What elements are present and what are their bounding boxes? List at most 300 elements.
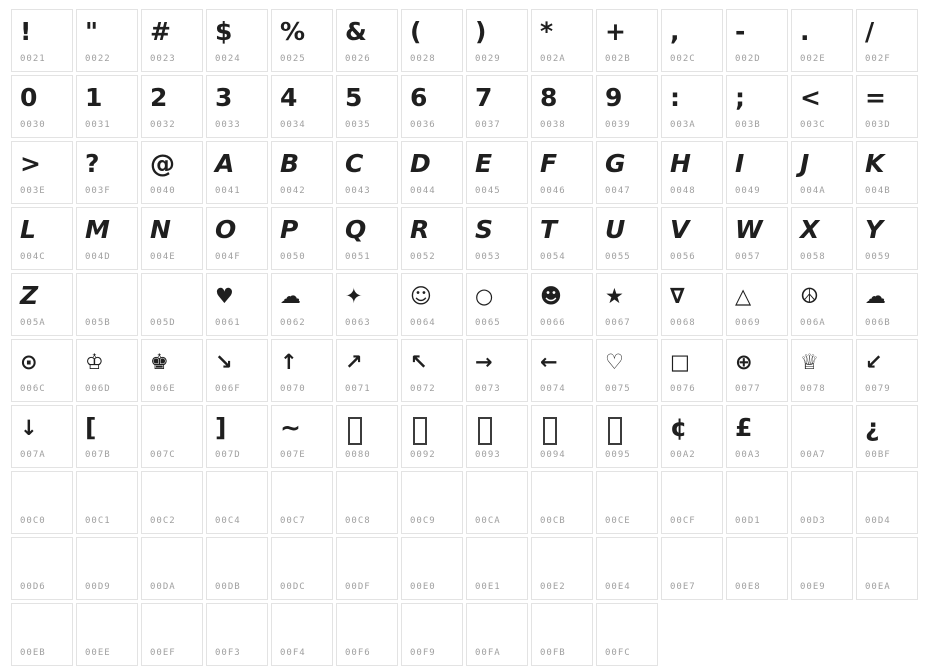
glyph-cell-00DF [336, 537, 398, 600]
glyph-cell-00FC [596, 603, 658, 666]
code-label: 00F4 [280, 648, 306, 658]
glyph-cell-0066 [531, 273, 593, 336]
glyph-cell-006F [206, 339, 268, 402]
glyph-cell-00EB [11, 603, 73, 666]
code-label: 003F [85, 186, 111, 196]
glyph-cell-00F9 [401, 603, 463, 666]
sparkle-star-icon: ✦ [345, 284, 363, 308]
missing-glyph-box-icon [543, 417, 557, 445]
code-label: 002F [865, 54, 891, 64]
code-label: 00EA [865, 582, 891, 592]
glyph-cell-00E2 [531, 537, 593, 600]
code-label: 00D1 [735, 516, 761, 526]
code-label: 00EF [150, 648, 176, 658]
code-label: 007C [150, 450, 176, 460]
code-label: 00C1 [85, 516, 111, 526]
glyph-cell-0093 [466, 405, 528, 468]
code-label: 006A [800, 318, 826, 328]
code-label: 00DF [345, 582, 371, 592]
glyph-cell-00E1 [466, 537, 528, 600]
code-label: 0066 [540, 318, 566, 328]
code-label: 004B [865, 186, 891, 196]
arrow-right-icon: → [475, 350, 493, 374]
glyph-character: " [85, 17, 99, 46]
glyph-cell-006E [141, 339, 203, 402]
glyph-character: : [670, 83, 680, 112]
glyph-character: V [670, 215, 690, 244]
glyph-character: % [280, 17, 306, 46]
heart-icon: ♥ [215, 284, 234, 308]
glyph-character: M [85, 215, 110, 244]
code-label: 0058 [800, 252, 826, 262]
code-label: 006E [150, 384, 176, 394]
glyph-cell-002C [661, 9, 723, 72]
glyph-cell-00D4 [856, 471, 918, 534]
glyph-character: B [280, 149, 300, 178]
glyph-character: F [540, 149, 558, 178]
glyph-cell-00E9 [791, 537, 853, 600]
glyph-cell-00EF [141, 603, 203, 666]
glyph-character: W [735, 215, 763, 244]
glyph-cell-00C9 [401, 471, 463, 534]
glyph-character: [ [85, 413, 97, 442]
glyph-cell-00A2 [661, 405, 723, 468]
code-label: 007E [280, 450, 306, 460]
peace-sign-icon: ☮ [800, 284, 819, 308]
code-label: 00E4 [605, 582, 631, 592]
code-label: 0055 [605, 252, 631, 262]
glyph-character: 1 [85, 83, 103, 112]
glyph-cell-0046 [531, 141, 593, 204]
code-label: 002D [735, 54, 761, 64]
glyph-cell-00A7 [791, 405, 853, 468]
code-label: 0067 [605, 318, 631, 328]
code-label: 0033 [215, 120, 241, 130]
code-label: 0056 [670, 252, 696, 262]
glyph-cell-0031 [76, 75, 138, 138]
code-label: 00E7 [670, 582, 696, 592]
code-label: 0078 [800, 384, 826, 394]
glyph-cell-007C [141, 405, 203, 468]
glyph-cell-00BF [856, 405, 918, 468]
cloud-puff-icon: ☁ [865, 284, 886, 308]
glyph-cell-0038 [531, 75, 593, 138]
glyph-cell-0062 [271, 273, 333, 336]
glyph-cell-0057 [726, 207, 788, 270]
glyph-cell-0028 [401, 9, 463, 72]
glyph-cell-0065 [466, 273, 528, 336]
glyph-character: 3 [215, 83, 233, 112]
code-label: 003C [800, 120, 826, 130]
glyph-cell-006C [11, 339, 73, 402]
glyph-cell-0040 [141, 141, 203, 204]
glyph-cell-003B [726, 75, 788, 138]
glyph-cell-004E [141, 207, 203, 270]
glyph-character: 7 [475, 83, 493, 112]
code-label: 0063 [345, 318, 371, 328]
code-label: 0075 [605, 384, 631, 394]
glyph-cell-0048 [661, 141, 723, 204]
code-label: 00C7 [280, 516, 306, 526]
missing-glyph-box-icon [608, 417, 622, 445]
code-label: 0059 [865, 252, 891, 262]
code-label: 00A7 [800, 450, 826, 460]
code-label: 0068 [670, 318, 696, 328]
glyph-character: & [345, 17, 367, 46]
code-label: 00DC [280, 582, 306, 592]
glyph-cell-0069 [726, 273, 788, 336]
glyph-cell-004C [11, 207, 73, 270]
glyph-character: ; [735, 83, 745, 112]
code-label: 0025 [280, 54, 306, 64]
code-label: 0037 [475, 120, 501, 130]
code-label: 004C [20, 252, 46, 262]
smiley-face-icon: ☺ [410, 284, 432, 308]
glyph-character: * [540, 17, 554, 46]
code-label: 0036 [410, 120, 436, 130]
glyph-cell-0080 [336, 405, 398, 468]
code-label: 0047 [605, 186, 631, 196]
glyph-character: P [280, 215, 299, 244]
code-label: 0051 [345, 252, 371, 262]
glyph-character: ¢ [670, 413, 688, 442]
glyph-character: Z [20, 281, 39, 310]
code-label: 0057 [735, 252, 761, 262]
glyph-character: > [20, 149, 41, 178]
glyph-cell-005B [76, 273, 138, 336]
code-label: 004E [150, 252, 176, 262]
code-label: 007A [20, 450, 46, 460]
code-label: 0046 [540, 186, 566, 196]
cloud-icon: ☁ [280, 284, 301, 308]
code-label: 00A2 [670, 450, 696, 460]
code-label: 006D [85, 384, 111, 394]
glyph-cell-005D [141, 273, 203, 336]
code-label: 0062 [280, 318, 306, 328]
glyph-cell-00C1 [76, 471, 138, 534]
glyph-cell-00C4 [206, 471, 268, 534]
code-label: 004A [800, 186, 826, 196]
glyph-cell-0042 [271, 141, 333, 204]
missing-glyph-box-icon [413, 417, 427, 445]
glyph-character: K [865, 149, 885, 178]
code-label: 00FC [605, 648, 631, 658]
code-label: 0050 [280, 252, 306, 262]
glyph-cell-0037 [466, 75, 528, 138]
glyph-cell-0092 [401, 405, 463, 468]
code-label: 005D [150, 318, 176, 328]
arrow-down-icon: ↓ [20, 416, 38, 440]
code-label: 004F [215, 252, 241, 262]
code-label: 0094 [540, 450, 566, 460]
glyph-cell-00DB [206, 537, 268, 600]
code-label: 002B [605, 54, 631, 64]
glyph-character: , [670, 17, 680, 46]
square-icon: □ [670, 350, 690, 374]
glyph-cell-00D1 [726, 471, 788, 534]
code-label: 00E8 [735, 582, 761, 592]
arrow-up-right-icon: ↗ [345, 350, 363, 374]
glyph-cell-0094 [531, 405, 593, 468]
code-label: 0071 [345, 384, 371, 394]
glyph-cell-00D6 [11, 537, 73, 600]
code-label: 00F6 [345, 648, 371, 658]
glyph-cell-00DA [141, 537, 203, 600]
glyph-character: D [410, 149, 431, 178]
code-label: 0024 [215, 54, 241, 64]
code-label: 002C [670, 54, 696, 64]
down-triangle-icon: ∇ [670, 284, 685, 308]
glyph-cell-00CA [466, 471, 528, 534]
code-label: 0073 [475, 384, 501, 394]
glyph-cell-002D [726, 9, 788, 72]
glyph-character: = [865, 83, 886, 112]
glyph-cell-0036 [401, 75, 463, 138]
glyph-cell-00C0 [11, 471, 73, 534]
circle-cross-icon: ⊕ [735, 350, 753, 374]
code-label: 00DA [150, 582, 176, 592]
glyph-character: L [20, 215, 36, 244]
glyph-character: O [215, 215, 237, 244]
glyph-cell-002E [791, 9, 853, 72]
code-label: 007B [85, 450, 111, 460]
glyph-cell-00F3 [206, 603, 268, 666]
glyph-character: < [800, 83, 821, 112]
glyph-cell-00F4 [271, 603, 333, 666]
code-label: 006B [865, 318, 891, 328]
glyph-character: # [150, 17, 171, 46]
glyph-cell-003F [76, 141, 138, 204]
glyph-character: 4 [280, 83, 298, 112]
code-label: 003D [865, 120, 891, 130]
glyph-cell-0029 [466, 9, 528, 72]
code-label: 007D [215, 450, 241, 460]
glyph-cell-006A [791, 273, 853, 336]
glyph-character: ] [215, 413, 227, 442]
code-label: 0077 [735, 384, 761, 394]
code-label: 0095 [605, 450, 631, 460]
glyph-cell-0061 [206, 273, 268, 336]
arrow-down-left-icon: ↙ [865, 350, 883, 374]
code-label: 0072 [410, 384, 436, 394]
glyph-character: 9 [605, 83, 623, 112]
glyph-cell-0022 [76, 9, 138, 72]
glyph-cell-00C7 [271, 471, 333, 534]
glyph-cell-0044 [401, 141, 463, 204]
glyph-cell-0073 [466, 339, 528, 402]
code-label: 0030 [20, 120, 46, 130]
glyph-character: X [800, 215, 820, 244]
code-label: 0069 [735, 318, 761, 328]
code-label: 00A3 [735, 450, 761, 460]
glyph-cell-006D [76, 339, 138, 402]
glyph-character: ( [410, 17, 422, 46]
glyph-character: A [215, 149, 235, 178]
up-triangle-icon: △ [735, 284, 752, 308]
code-label: 0076 [670, 384, 696, 394]
code-label: 00D9 [85, 582, 111, 592]
arrow-up-icon: ↑ [280, 350, 298, 374]
glyph-character: ) [475, 17, 487, 46]
code-label: 0048 [670, 186, 696, 196]
glyph-cell-0056 [661, 207, 723, 270]
code-label: 002A [540, 54, 566, 64]
glyph-character: £ [735, 413, 753, 442]
code-label: 00E9 [800, 582, 826, 592]
code-label: 0092 [410, 450, 436, 460]
code-label: 00D3 [800, 516, 826, 526]
dotted-face-icon: ☻ [540, 284, 562, 308]
glyph-cell-004B [856, 141, 918, 204]
code-label: 005A [20, 318, 46, 328]
code-label: 00E1 [475, 582, 501, 592]
glyph-character: Y [865, 215, 884, 244]
glyph-cell-003D [856, 75, 918, 138]
glyph-character: I [735, 149, 745, 178]
glyph-cell-00E8 [726, 537, 788, 600]
glyph-cell-002F [856, 9, 918, 72]
code-label: 0041 [215, 186, 241, 196]
glyph-cell-0026 [336, 9, 398, 72]
code-label: 0034 [280, 120, 306, 130]
glyph-cell-005A [11, 273, 73, 336]
code-label: 0021 [20, 54, 46, 64]
code-label: 00C0 [20, 516, 46, 526]
code-label: 00EE [85, 648, 111, 658]
glyph-cell-0047 [596, 141, 658, 204]
glyph-cell-00D9 [76, 537, 138, 600]
glyph-cell-002B [596, 9, 658, 72]
code-label: 00FA [475, 648, 501, 658]
code-label: 00F3 [215, 648, 241, 658]
code-label: 00CF [670, 516, 696, 526]
glyph-character: ~ [280, 413, 301, 442]
glyph-character: ! [20, 17, 32, 46]
code-label: 0052 [410, 252, 436, 262]
glyph-cell-0051 [336, 207, 398, 270]
code-label: 00E2 [540, 582, 566, 592]
glyph-cell-0074 [531, 339, 593, 402]
glyph-cell-00C8 [336, 471, 398, 534]
code-label: 0026 [345, 54, 371, 64]
code-label: 00D4 [865, 516, 891, 526]
small-circle-icon: ○ [475, 284, 494, 308]
code-label: 0049 [735, 186, 761, 196]
glyph-cell-0030 [11, 75, 73, 138]
code-label: 0032 [150, 120, 176, 130]
glyph-cell-002A [531, 9, 593, 72]
glyph-cell-0077 [726, 339, 788, 402]
glyph-character: U [605, 215, 626, 244]
glyph-cell-0059 [856, 207, 918, 270]
glyph-cell-0075 [596, 339, 658, 402]
glyph-cell-00EA [856, 537, 918, 600]
glyph-cell-0071 [336, 339, 398, 402]
glyph-cell-004A [791, 141, 853, 204]
glyph-character: E [475, 149, 493, 178]
glyph-cell-0021 [11, 9, 73, 72]
code-label: 0029 [475, 54, 501, 64]
code-label: 004D [85, 252, 111, 262]
glyph-character: - [735, 17, 746, 46]
glyph-cell-0049 [726, 141, 788, 204]
glyph-character: / [865, 17, 875, 46]
code-label: 0022 [85, 54, 111, 64]
code-label: 0028 [410, 54, 436, 64]
glyph-character: 5 [345, 83, 363, 112]
crown-icon: ♔ [85, 350, 104, 374]
code-label: 00D6 [20, 582, 46, 592]
code-label: 00C2 [150, 516, 176, 526]
glyph-cell-00E7 [661, 537, 723, 600]
glyph-cell-004F [206, 207, 268, 270]
glyph-cell-007E [271, 405, 333, 468]
glyph-character: R [410, 215, 430, 244]
glyph-character: 2 [150, 83, 168, 112]
circle-dot-icon: ⊙ [20, 350, 38, 374]
glyph-character: S [475, 215, 494, 244]
glyph-character: H [670, 149, 691, 178]
star-icon: ★ [605, 284, 624, 308]
glyph-cell-003E [11, 141, 73, 204]
glyph-cell-00E0 [401, 537, 463, 600]
code-label: 003B [735, 120, 761, 130]
glyph-cell-00FA [466, 603, 528, 666]
glyph-cell-0076 [661, 339, 723, 402]
glyph-cell-007A [11, 405, 73, 468]
glyph-cell-003A [661, 75, 723, 138]
glyph-cell-0068 [661, 273, 723, 336]
code-label: 00CB [540, 516, 566, 526]
glyph-character: 0 [20, 83, 38, 112]
glyph-cell-0041 [206, 141, 268, 204]
missing-glyph-box-icon [348, 417, 362, 445]
glyph-cell-0079 [856, 339, 918, 402]
code-label: 006F [215, 384, 241, 394]
cursor-arrow-icon: ↖ [410, 350, 428, 374]
code-label: 0079 [865, 384, 891, 394]
glyph-character: ? [85, 149, 100, 178]
glyph-cell-0034 [271, 75, 333, 138]
glyph-cell-0064 [401, 273, 463, 336]
glyph-character: @ [150, 149, 175, 178]
glyph-cell-0053 [466, 207, 528, 270]
glyph-cell-0054 [531, 207, 593, 270]
code-label: 0045 [475, 186, 501, 196]
glyph-cell-0067 [596, 273, 658, 336]
glyph-character: T [540, 215, 558, 244]
arrow-down-right-icon: ↘ [215, 350, 233, 374]
code-label: 003A [670, 120, 696, 130]
glyph-character: G [605, 149, 626, 178]
code-label: 0093 [475, 450, 501, 460]
code-label: 00EB [20, 648, 46, 658]
code-label: 006C [20, 384, 46, 394]
code-label: 0065 [475, 318, 501, 328]
code-label: 002E [800, 54, 826, 64]
glyph-cell-00A3 [726, 405, 788, 468]
glyph-cell-0050 [271, 207, 333, 270]
code-label: 0039 [605, 120, 631, 130]
glyph-cell-004D [76, 207, 138, 270]
code-label: 00C9 [410, 516, 436, 526]
glyph-character: ¿ [865, 413, 880, 442]
code-label: 00C8 [345, 516, 371, 526]
missing-glyph-box-icon [478, 417, 492, 445]
crown-bar-icon: ♚ [150, 350, 169, 374]
heart-outline-icon: ♡ [605, 350, 624, 374]
glyph-character: . [800, 17, 810, 46]
